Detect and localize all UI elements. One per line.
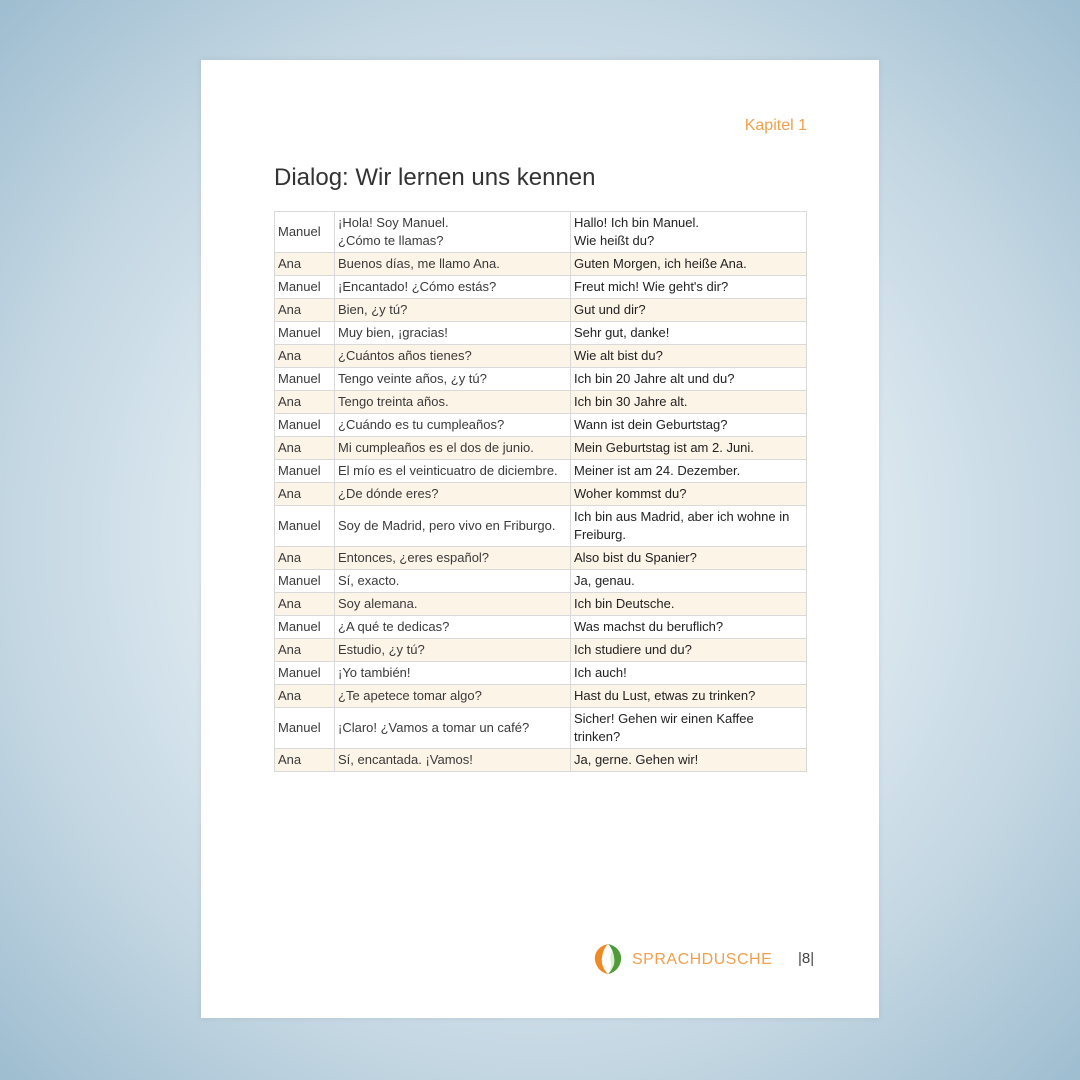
speaker-cell: Manuel xyxy=(275,662,335,685)
speaker-cell: Manuel xyxy=(275,570,335,593)
spanish-cell: Buenos días, me llamo Ana. xyxy=(335,253,571,276)
table-row xyxy=(275,708,807,749)
spanish-cell: El mío es el veinticuatro de diciembre. xyxy=(335,460,571,483)
spanish-cell: ¡Encantado! ¿Cómo estás? xyxy=(335,276,571,299)
chapter-label: Kapitel 1 xyxy=(744,117,807,134)
spanish-cell: Soy alemana. xyxy=(335,593,571,616)
german-cell: Mein Geburtstag ist am 2. Juni. xyxy=(571,437,807,460)
german-cell: Ich bin aus Madrid, aber ich wohne in Freiburg. xyxy=(571,506,807,547)
speaker-cell: Manuel xyxy=(275,276,335,299)
table-row xyxy=(275,749,807,772)
table-row xyxy=(275,299,807,322)
spanish-cell: ¿Cuándo es tu cumpleaños? xyxy=(335,414,571,437)
table-row xyxy=(275,483,807,506)
spanish-cell: Mi cumpleaños es el dos de junio. xyxy=(335,437,571,460)
speaker-cell: Ana xyxy=(275,593,335,616)
page-title: Dialog: Wir lernen uns kennen xyxy=(274,164,596,191)
table-row xyxy=(275,593,807,616)
table-row xyxy=(275,345,807,368)
speaker-cell: Manuel xyxy=(275,368,335,391)
spanish-cell: Entonces, ¿eres español? xyxy=(335,547,571,570)
table-row xyxy=(275,662,807,685)
table-row xyxy=(275,685,807,708)
german-cell: Sehr gut, danke! xyxy=(571,322,807,345)
german-cell: Also bist du Spanier? xyxy=(571,547,807,570)
spanish-cell: Estudio, ¿y tú? xyxy=(335,639,571,662)
spanish-cell: Sí, encantada. ¡Vamos! xyxy=(335,749,571,772)
spanish-cell: Muy bien, ¡gracias! xyxy=(335,322,571,345)
table-row xyxy=(275,414,807,437)
spanish-cell: Soy de Madrid, pero vivo en Friburgo. xyxy=(335,506,571,547)
table-row xyxy=(275,570,807,593)
german-cell: Ich bin Deutsche. xyxy=(571,593,807,616)
spanish-cell: ¿Te apetece tomar algo? xyxy=(335,685,571,708)
german-cell: Guten Morgen, ich heiße Ana. xyxy=(571,253,807,276)
speaker-cell: Ana xyxy=(275,345,335,368)
table-row xyxy=(275,212,807,253)
spanish-cell: Sí, exacto. xyxy=(335,570,571,593)
dialog-table-body xyxy=(275,212,807,772)
table-row xyxy=(275,639,807,662)
german-cell: Sicher! Gehen wir einen Kaffee trinken? xyxy=(571,708,807,749)
page-number: |8| xyxy=(798,950,815,967)
speaker-cell: Ana xyxy=(275,299,335,322)
speaker-cell: Manuel xyxy=(275,708,335,749)
table-row xyxy=(275,368,807,391)
german-cell: Hallo! Ich bin Manuel. Wie heißt du? xyxy=(571,212,807,253)
speaker-cell: Manuel xyxy=(275,506,335,547)
speaker-cell: Ana xyxy=(275,483,335,506)
table-row xyxy=(275,547,807,570)
table-row xyxy=(275,616,807,639)
spanish-cell: ¿De dónde eres? xyxy=(335,483,571,506)
table-row xyxy=(275,391,807,414)
speaker-cell: Ana xyxy=(275,437,335,460)
table-row xyxy=(275,276,807,299)
german-cell: Freut mich! Wie geht's dir? xyxy=(571,276,807,299)
german-cell: Hast du Lust, etwas zu trinken? xyxy=(571,685,807,708)
spanish-cell: Bien, ¿y tú? xyxy=(335,299,571,322)
speaker-cell: Ana xyxy=(275,547,335,570)
german-cell: Ich bin 30 Jahre alt. xyxy=(571,391,807,414)
table-row xyxy=(275,437,807,460)
document-page xyxy=(201,60,879,1018)
german-cell: Ich auch! xyxy=(571,662,807,685)
german-cell: Ja, gerne. Gehen wir! xyxy=(571,749,807,772)
german-cell: Wann ist dein Geburtstag? xyxy=(571,414,807,437)
spanish-cell: Tengo treinta años. xyxy=(335,391,571,414)
sprachdusche-logo-icon xyxy=(591,942,625,976)
table-row xyxy=(275,460,807,483)
german-cell: Ja, genau. xyxy=(571,570,807,593)
german-cell: Woher kommst du? xyxy=(571,483,807,506)
speaker-cell: Ana xyxy=(275,685,335,708)
table-row xyxy=(275,253,807,276)
spanish-cell: ¡Claro! ¿Vamos a tomar un café? xyxy=(335,708,571,749)
speaker-cell: Manuel xyxy=(275,322,335,345)
german-cell: Meiner ist am 24. Dezember. xyxy=(571,460,807,483)
german-cell: Gut und dir? xyxy=(571,299,807,322)
footer xyxy=(591,940,831,976)
speaker-cell: Manuel xyxy=(275,414,335,437)
table-row xyxy=(275,506,807,547)
speaker-cell: Ana xyxy=(275,749,335,772)
german-cell: Wie alt bist du? xyxy=(571,345,807,368)
spanish-cell: ¿Cuántos años tienes? xyxy=(335,345,571,368)
speaker-cell: Manuel xyxy=(275,616,335,639)
spanish-cell: Tengo veinte años, ¿y tú? xyxy=(335,368,571,391)
spanish-cell: ¡Yo también! xyxy=(335,662,571,685)
german-cell: Ich studiere und du? xyxy=(571,639,807,662)
speaker-cell: Ana xyxy=(275,639,335,662)
brand-name: SPRACHDUSCHE xyxy=(632,951,773,968)
german-cell: Was machst du beruflich? xyxy=(571,616,807,639)
spanish-cell: ¡Hola! Soy Manuel. ¿Cómo te llamas? xyxy=(335,212,571,253)
speaker-cell: Manuel xyxy=(275,212,335,253)
table-row xyxy=(275,322,807,345)
speaker-cell: Manuel xyxy=(275,460,335,483)
dialog-table xyxy=(274,211,807,772)
speaker-cell: Ana xyxy=(275,253,335,276)
spanish-cell: ¿A qué te dedicas? xyxy=(335,616,571,639)
speaker-cell: Ana xyxy=(275,391,335,414)
german-cell: Ich bin 20 Jahre alt und du? xyxy=(571,368,807,391)
